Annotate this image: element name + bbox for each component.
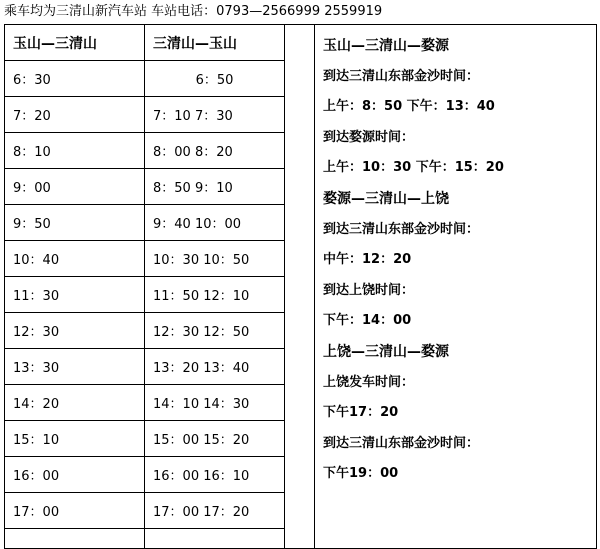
departure-time-sanqingshan: 17：00 17：20 — [145, 493, 285, 529]
departure-time-sanqingshan: 13：20 13：40 — [145, 349, 285, 385]
route-detail: 下午19：00 — [323, 466, 399, 482]
departure-time-sanqingshan: 7：10 7：30 — [145, 97, 285, 133]
route-detail: 到达上饶时间： — [323, 282, 415, 298]
departure-time-sanqingshan: 15：00 15：20 — [145, 421, 285, 457]
route-detail: 中午：12：20 — [323, 252, 412, 268]
route-detail: 下午：14：00 — [323, 313, 412, 329]
departure-time-yushan: 9：00 — [5, 169, 145, 205]
departure-time-sanqingshan: 6：50 — [145, 61, 285, 97]
route-detail: 上饶发车时间： — [323, 374, 415, 390]
route-detail: 到达三清山东部金沙时间： — [323, 68, 480, 84]
departure-time-yushan: 8：10 — [5, 133, 145, 169]
route-title: 上饶—三清山—婺源 — [323, 343, 449, 360]
departure-time-sanqingshan: 8：50 9：10 — [145, 169, 285, 205]
departure-time-sanqingshan: 14：10 14：30 — [145, 385, 285, 421]
departure-time-yushan: 10：40 — [5, 241, 145, 277]
departure-time-sanqingshan: 10：30 10：50 — [145, 241, 285, 277]
header-sanqingshan-to-yushan: 三清山—玉山 — [145, 25, 285, 61]
route-detail: 上午：8：50 下午：13：40 — [323, 99, 495, 115]
route-info-panel — [315, 25, 597, 549]
route-info-list — [315, 25, 596, 490]
departure-time-yushan: 14：20 — [5, 385, 145, 421]
departure-time-yushan: 16：00 — [5, 457, 145, 493]
departure-time-sanqingshan: 11：50 12：10 — [145, 277, 285, 313]
departure-time-sanqingshan: 8：00 8：20 — [145, 133, 285, 169]
route-title: 婺源—三清山—上饶 — [323, 190, 449, 207]
departure-time-yushan: 11：30 — [5, 277, 145, 313]
route-title: 玉山—三清山—婺源 — [323, 38, 449, 54]
empty-cell — [145, 529, 285, 549]
header-yushan-to-sanqingshan: 玉山—三清山 — [5, 25, 145, 61]
departure-time-yushan: 6：30 — [5, 61, 145, 97]
departure-time-sanqingshan: 9：40 10：00 — [145, 205, 285, 241]
departure-time-yushan: 15：10 — [5, 421, 145, 457]
route-detail: 下午17：20 — [323, 405, 399, 421]
departure-time-sanqingshan: 16：00 16：10 — [145, 457, 285, 493]
departure-time-yushan: 7：20 — [5, 97, 145, 133]
route-detail: 到达婺源时间： — [323, 129, 415, 145]
bus-schedule-table — [4, 24, 597, 549]
station-phone-note: 乘车均为三清山新汽车站 车站电话：0793—2566999 2559919 — [4, 4, 383, 19]
route-detail: 到达三清山东部金沙时间： — [323, 435, 480, 451]
route-detail: 到达三清山东部金沙时间： — [323, 221, 480, 237]
table-header-row — [5, 25, 597, 61]
departure-time-sanqingshan: 12：30 12：50 — [145, 313, 285, 349]
departure-time-yushan: 9：50 — [5, 205, 145, 241]
empty-spacer-column — [285, 25, 315, 549]
departure-time-yushan: 17：00 — [5, 493, 145, 529]
empty-cell — [5, 529, 145, 549]
departure-time-yushan: 12：30 — [5, 313, 145, 349]
departure-time-yushan: 13：30 — [5, 349, 145, 385]
route-detail: 上午：10：30 下午：15：20 — [323, 160, 504, 176]
